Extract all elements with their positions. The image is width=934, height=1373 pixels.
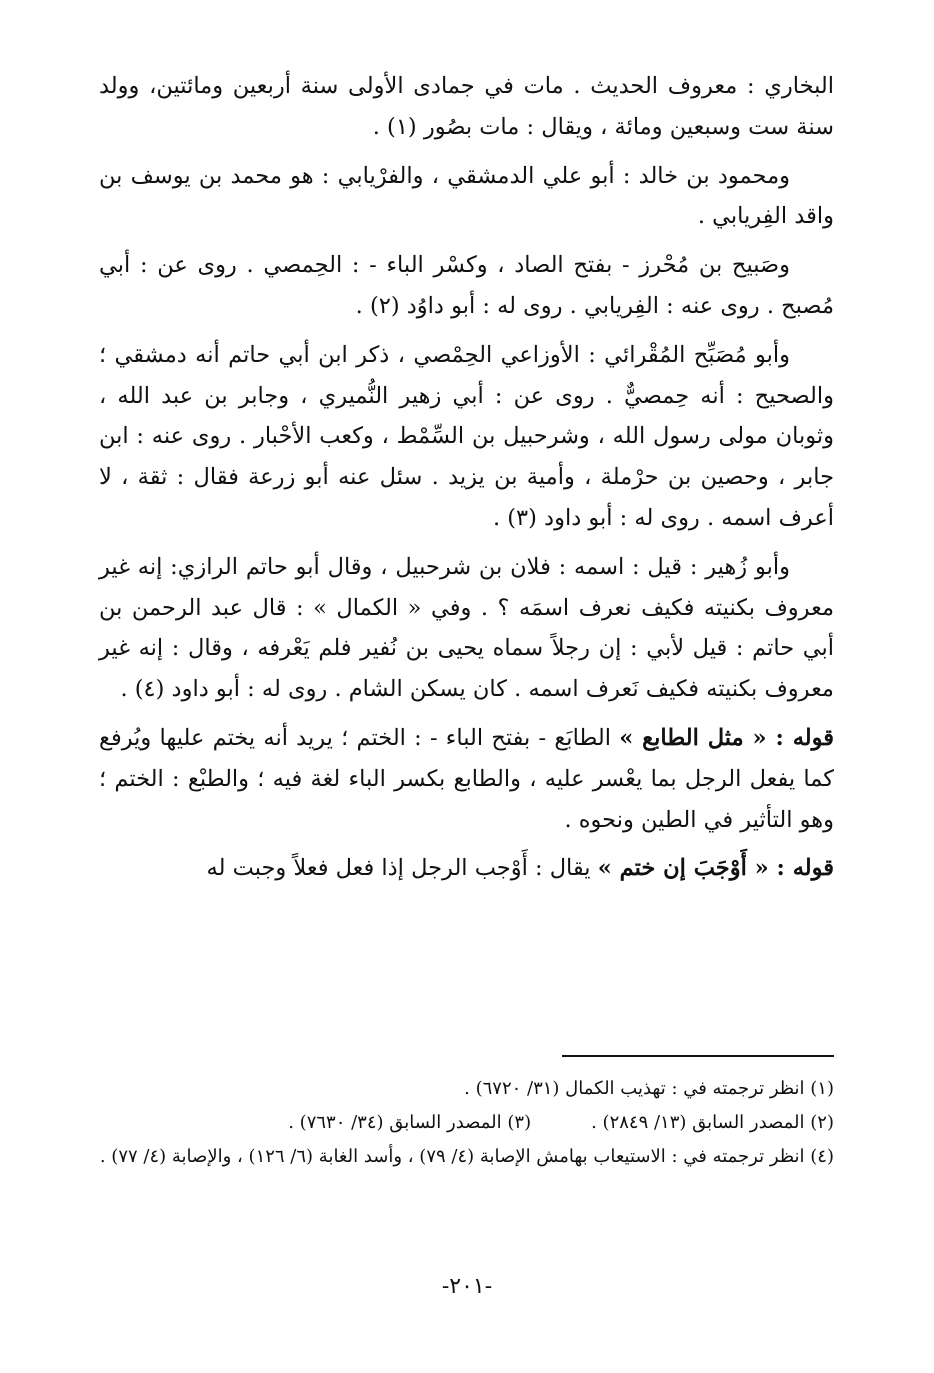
paragraph-6: [99, 718, 834, 840]
paragraph-text: الطابَع - بفتح الباء - : الختم ؛ يريد أنه يختم عليها ويُرفع كما يفعل الرجل بما يعْسر عليه ، والطابع بكسر الباء لغة فيه ؛ والطبْع : الختم ؛ وهو التأثير في الطين ونحوه .: [99, 724, 834, 833]
paragraph-text: يقال : أَوْجب الرجل إذا فعل فعلاً وجبت له: [206, 855, 598, 882]
footnotes: [99, 1072, 834, 1174]
paragraph-2: [99, 156, 834, 238]
footnote-1: (١) انظر ترجمته في : تهذيب الكمال (٣١/ ٦٧٢٠) .: [464, 1078, 834, 1099]
paragraph-keyword: قوله : « أَوْجَبَ إن ختم »: [597, 855, 834, 882]
paragraph-4: [99, 335, 834, 539]
footnote-3: (٣) المصدر السابق (٣٤/ ٧٦٣٠) .: [288, 1112, 532, 1133]
footnote-2: (٢) المصدر السابق (١٣/ ٢٨٤٩) .: [591, 1112, 834, 1133]
paragraph-7: [99, 848, 834, 889]
paragraph-5: [99, 547, 834, 710]
paragraph-keyword: قوله : « مثل الطابع »: [619, 724, 835, 751]
paragraph-text: وأبو زُهير : قيل : اسمه : فلان بن شرحبيل ، وقال أبو حاتم الرازي: إنه غير معروف بكنيته فكيف نعرف اسمَه ؟ . وفي « الكمال » : قال عبد الرحمن بن أبي حاتم : قيل لأبي : إن رجلاً سماه يحيى بن نُفير فلم يَعْرفه ، وقال : إنه غير معروف بكنيته فكيف نَعرف اسمه . كان يسكن الشام . روى له : أبو داود (٤) .: [99, 553, 834, 703]
paragraph-text: ومحمود بن خالد : أبو علي الدمشقي ، والفرْيابي : هو محمد بن يوسف بن واقد الفِريابي .: [99, 162, 834, 230]
paragraph-3: [99, 245, 834, 327]
paragraph-text: وصَبيح بن مُحْرز - بفتح الصاد ، وكسْر الباء - : الحِمصي . روى عن : أبي مُصبح . روى عنه : الفِريابي . روى له : أبو داوُد (٢) .: [99, 252, 834, 319]
footnote-4: (٤) انظر ترجمته في : الاستيعاب بهامش الإصابة (٤/ ٧٩) ، وأسد الغابة (٦/ ١٢٦) ، والإصابة (٤/ ٧٧) .: [99, 1146, 834, 1167]
page-body: [99, 66, 834, 897]
page-number: -٢٠١-: [441, 1274, 493, 1299]
paragraph-1: [99, 66, 834, 148]
footnote-divider: [562, 1055, 834, 1057]
paragraph-text: البخاري : معروف الحديث . مات في جمادى الأولى سنة أربعين ومائتين، وولد سنة ست وسبعين ومائة ، ويقال : مات بصُور (١) .: [99, 73, 834, 140]
footnote-row: [99, 1106, 834, 1140]
paragraph-text: وأبو مُصَبِّح المُقْرائي : الأوزاعي الحِمْصي ، ذكر ابن أبي حاتم أنه دمشقي ؛ والصحيح : أنه حِمصيٌّ . روى عن : أبي زهير النُّميري ، وجابر بن عبد الله ، وثوبان مولى رسول الله ، وشرحبيل بن السِّمْط ، وكعب الأحْبار . روى عنه : ابن جابر ، وحصين بن حرْملة ، وأمية بن يزيد . سئل عنه أبو زرعة فقال : ثقة ، لا أعرف اسمه . روى له : أبو داود (٣) .: [99, 341, 834, 531]
